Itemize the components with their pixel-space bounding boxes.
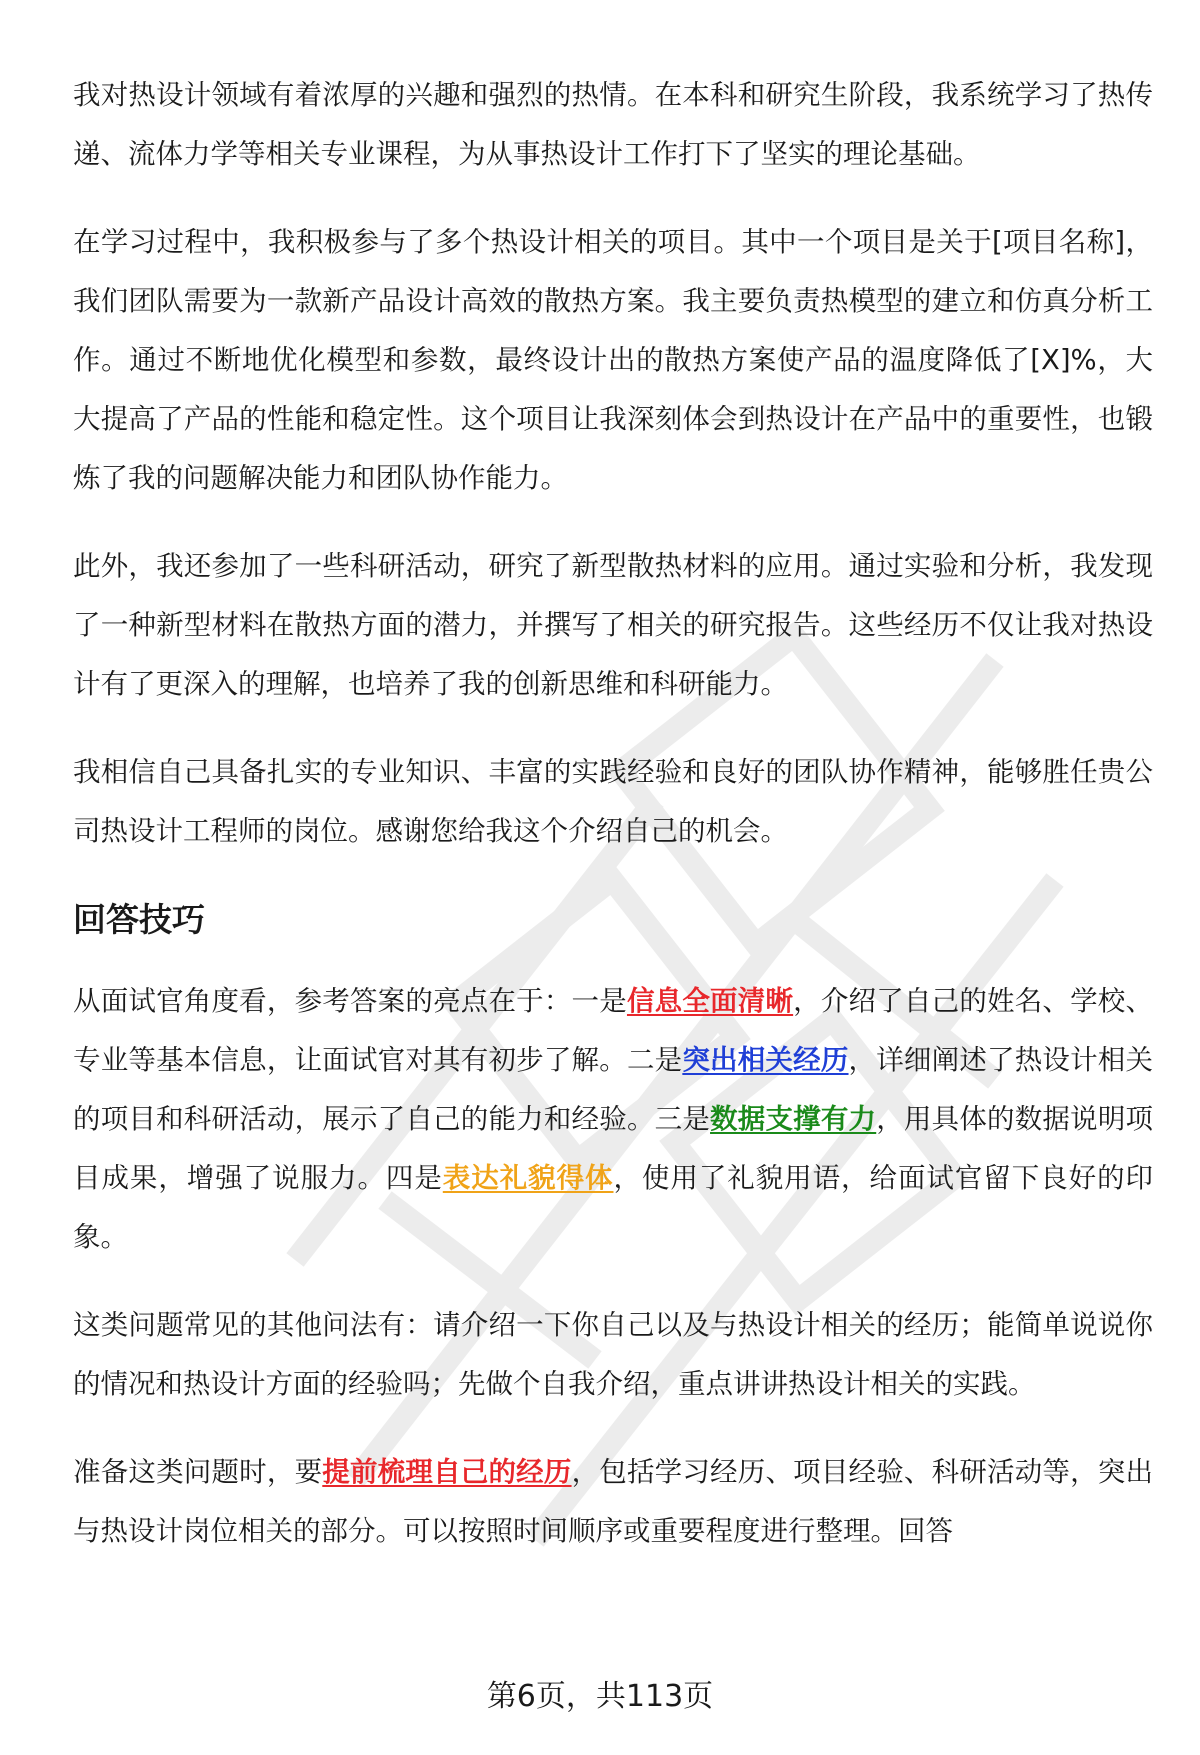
tips-text: 准备这类问题时，要	[73, 1456, 323, 1488]
highlight-info-clear: 信息全面清晰	[626, 985, 794, 1017]
tips-text: ，使用了礼貌用语，给面试官留下良好的印象。	[73, 1162, 1154, 1253]
page-number: 第6页，共113页	[486, 1679, 714, 1714]
tips-paragraph-3	[73, 1443, 1153, 1561]
main-content	[73, 66, 1153, 1590]
section-heading: 回答技巧	[73, 900, 205, 939]
tips-paragraph-1	[73, 972, 1153, 1267]
intro-paragraph-3: 此外，我还参加了一些科研活动，研究了新型散热材料的应用。通过实验和分析，我发现了一种新型材料在散热方面的潜力，并撰写了相关的研究报告。这些经历不仅让我对热设计有了更深入的理解，也培养了我的创新思维和科研能力。	[73, 550, 1153, 700]
tips-paragraph-2: 这类问题常见的其他问法有：请介绍一下你自己以及与热设计相关的经历；能简单说说你的情况和热设计方面的经验吗；先做个自我介绍，重点讲讲热设计相关的实践。	[73, 1309, 1153, 1400]
highlight-relevant-experience: 突出相关经历	[682, 1044, 849, 1076]
tips-text: ，详细阐述了热设计相关的项目和科研活动，展示了自己的能力和经验。三是	[73, 1044, 1154, 1135]
tips-text: ，用具体的数据说明项目成果，增强了说服力。四是	[73, 1103, 1154, 1194]
tips-text: ，介绍了自己的姓名、学校、专业等基本信息，让面试官对其有初步了解。二是	[73, 985, 1154, 1076]
intro-paragraph-2: 在学习过程中，我积极参与了多个热设计相关的项目。其中一个项目是关于[项目名称]，我们团队需要为一款新产品设计高效的散热方案。我主要负责热模型的建立和仿真分析工作。通过不断地优化模型和参数，最终设计出的散热方案使产品的温度降低了[X]%，大大提高了产品的性能和稳定性。这个项目让我深刻体会到热设计在产品中的重要性，也锻炼了我的问题解决能力和团队协作能力。	[73, 226, 1153, 494]
intro-paragraph-1: 我对热设计领域有着浓厚的兴趣和强烈的热情。在本科和研究生阶段，我系统学习了热传递、流体力学等相关专业课程，为从事热设计工作打下了坚实的理论基础。	[73, 79, 1153, 170]
tips-text: ，包括学习经历、项目经验、科研活动等，突出与热设计岗位相关的部分。可以按照时间顺序或重要程度进行整理。回答	[73, 1456, 1154, 1547]
highlight-polite-expression: 表达礼貌得体	[442, 1162, 614, 1194]
intro-paragraph-4: 我相信自己具备扎实的专业知识、丰富的实践经验和良好的团队协作精神，能够胜任贵公司热设计工程师的岗位。感谢您给我这个介绍自己的机会。	[73, 756, 1153, 847]
tips-text: 从面试官角度看，参考答案的亮点在于：一是	[73, 985, 627, 1017]
highlight-sort-experience: 提前梳理自己的经历	[322, 1456, 572, 1488]
highlight-data-support: 数据支撑有力	[710, 1103, 877, 1135]
